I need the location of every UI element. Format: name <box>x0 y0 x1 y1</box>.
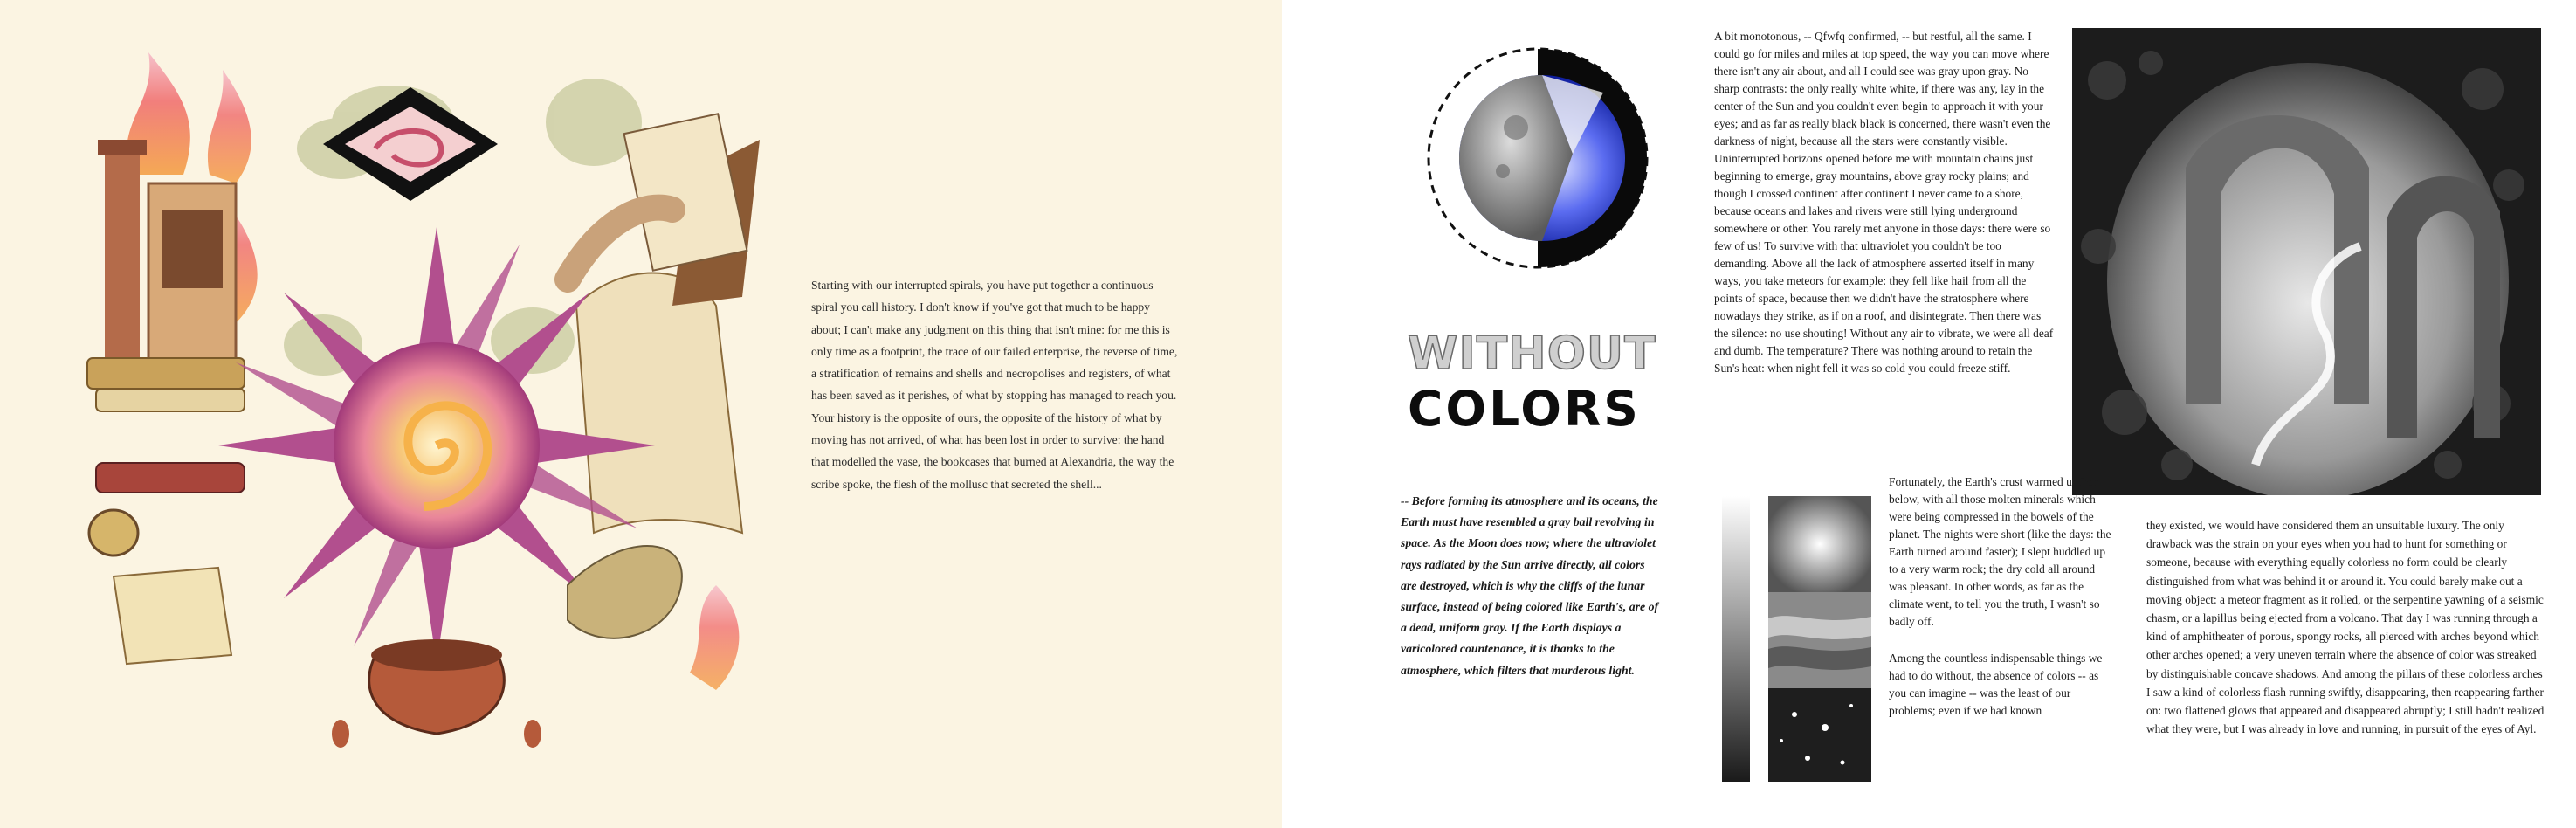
story-title <box>1408 328 1661 435</box>
paragraph-warm-crust: Fortunately, the Earth's crust warmed us from below, with all those molten minerals which were being compressed in the bowels of the planet. The nights were short (like the days: the Earth turned around faster); I slept huddled up to a very warm rock; the dry cold all around was pleasant. In other words, as far as the climate went, to tell you the truth, I wasn't so badly off. <box>1889 475 2111 628</box>
history-collage-illustration <box>79 44 795 760</box>
column2-text: they existed, we would have considered them an unsuitable luxury. The only drawback was the strain on your eyes when you had to hunt for something or someone, because with everything equally colorless no form could be clearly distinguished from what was behind it or around it. You could barely make out a moving object: a meteor fragment as it rolled, or the serpentine yawning of a seismic chasm, or a lapillus being ejected from a volcano. That day I was running through a kind of amphitheater of porous, spongy rocks, all pierced with arches beyond which other arches opened; a very uneven terrain where the absence of color was streaked by distinguishable concave shadows. And among the pillars of these colorless arches I saw a kind of colorless flash running swiftly, disappearing, then reappearing farther on: two flattened glows that appeared and disappeared abruptly; I still hadn't realized what they were, but I was already in love and running, in pursuit of the eyes of Ayl. <box>2146 519 2545 736</box>
gray-earth-globe-illustration <box>1420 40 1656 276</box>
left-page <box>0 0 1282 828</box>
gray-value-swatches-illustration <box>1720 496 1873 782</box>
left-body-text: Starting with our interrupted spirals, you have put together a continuous spiral you call history. I don't know if you've got that much to be happy about; I can't make any judgment on this thing that isn't mine: for me this is only time as a footprint, the trace of our failed enterprise, the reverse of time, a stratification of remains and shells and necropolises and registers, of what has been saved as it perishes, of what by stopping has managed to reach you. Your history is the opposite of ours, the opposite of the history of what by moving has not arrived, of what has been lost in order to survive: the hand that modelled the vase, the bookcases that burned at Alexandria, the way the scribe spoke, the flesh of the mollusc that secreted the shell... <box>811 279 1178 491</box>
title-line-colors: COLORS <box>1408 381 1641 437</box>
column1-bottom-text <box>1889 473 2116 720</box>
paragraph-absence-of-colors: Among the countless indispensable things we had to do without, the absence of colors -- as you can imagine -- was the least of our problems; even if we had known <box>1889 652 2103 717</box>
gray-canyon-arches-illustration <box>2072 28 2541 495</box>
title-line-without: WITHOUT <box>1408 328 1656 380</box>
column1-top-text: A bit monotonous, -- Qfwfq confirmed, -- but restful, all the same. I could go for miles and miles at top speed, the way you can move where there isn't any air about, and all I could see was gray upon gray. No sharp contrasts: the only really white white, if there was any, lay in the center of the Sun and you couldn't even begin to approach it with your eyes; and as far as really black black is concerned, there wasn't even the darkness of night, because all the stars were constantly visible. Uninterrupted horizons opened before me with mountain chains just beginning to emerge, gray mountains, above gray rocky plains; and though I crossed continent after continent I never came to a shore, because oceans and lakes and rivers were still lying underground somewhere or other. You rarely met anyone in those days: there were so few of us! To survive with that ultraviolet you couldn't be too demanding. Above all the lack of atmosphere asserted itself in many ways, you take meteors for example: they fell like hail from all the points of space, because then we didn't have the stratosphere where nowadays they strike, as if on a roof, and disintegrate. Then there was the silence: no use shouting! Without any air to vibrate, we were all deaf and dumb. The temperature? There was nothing around to retain the Sun's heat: when night fell it was so cold you could freeze stiff. <box>1714 30 2054 375</box>
intro-italic-text: -- Before forming its atmosphere and its oceans, the Earth must have resembled a gray ball revolving in space. As the Moon does now; where the ultraviolet rays radiated by the Sun arrive directly, all colors are destroyed, which is why the cliffs of the lunar surface, instead of being colored like Earth's, are of a dead, uniform gray. If the Earth displays a varicolored countenance, it is thanks to the atmosphere, which filters that murderous light. <box>1401 494 1659 677</box>
